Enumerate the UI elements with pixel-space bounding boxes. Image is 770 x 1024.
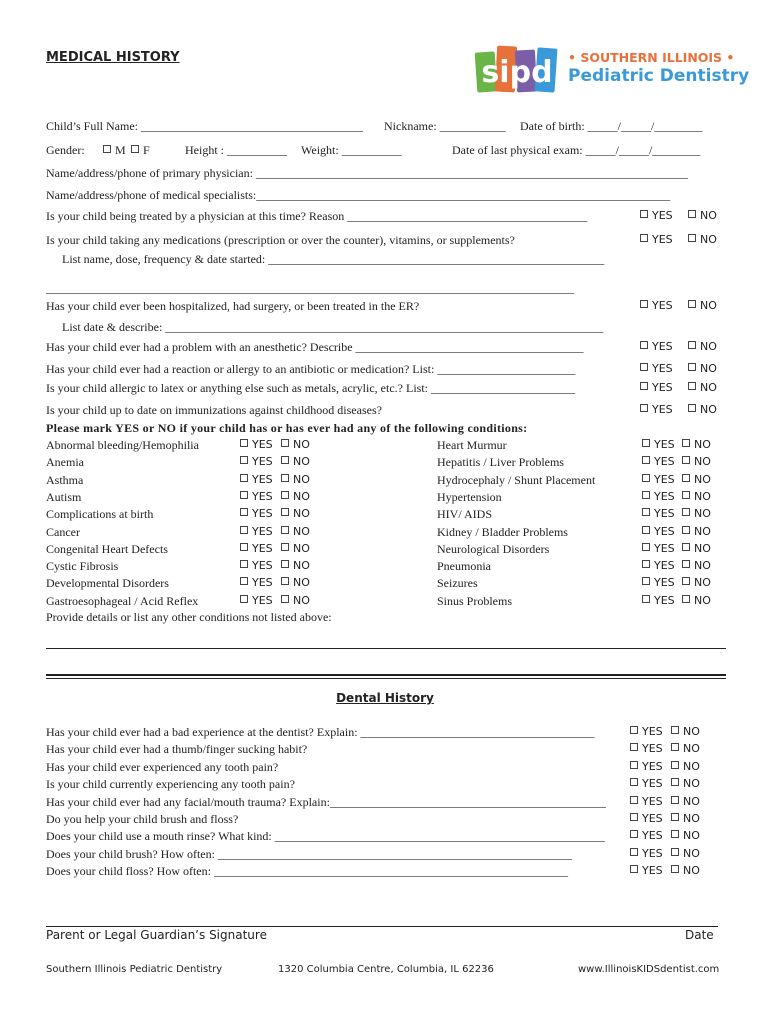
dental-question: Has your child ever had a thumb/finger sucking habit?	[46, 742, 308, 757]
dental-question: Has your child ever had a bad experience at the dentist? Explain: _______________________________________	[46, 725, 595, 739]
brand-line-1: • SOUTHERN ILLINOIS •	[568, 50, 735, 65]
no-checkbox[interactable]: NO	[682, 473, 711, 487]
yes-checkbox[interactable]: YES	[240, 490, 273, 504]
medical-question: Has your child ever had a problem with an anesthetic? Describe ______________________________________	[46, 340, 584, 354]
height-field[interactable]: Height : __________	[185, 143, 287, 157]
condition-label: Congenital Heart Defects	[46, 541, 168, 556]
no-checkbox[interactable]: NO	[671, 829, 700, 843]
checkbox-icon	[671, 796, 679, 804]
no-checkbox[interactable]: NO	[688, 340, 717, 354]
checkbox-icon	[281, 577, 289, 585]
checkbox-icon	[642, 474, 650, 482]
practice-logo	[474, 44, 750, 96]
no-checkbox[interactable]: NO	[682, 455, 711, 469]
footer-website[interactable]: www.IllinoisKIDSdentist.com	[578, 964, 720, 975]
checkbox-icon	[682, 508, 690, 516]
yes-checkbox[interactable]: YES	[642, 594, 675, 608]
checkbox-icon	[281, 560, 289, 568]
gender-female-checkbox[interactable]: F	[131, 143, 150, 157]
no-checkbox[interactable]: NO	[682, 438, 711, 452]
yes-checkbox[interactable]: YES	[640, 299, 673, 313]
yes-checkbox[interactable]: YES	[640, 209, 673, 223]
yes-checkbox[interactable]: YES	[642, 473, 675, 487]
dental-question: Does your child brush? How often: ___________________________________________________________	[46, 846, 572, 861]
condition-label: Abnormal bleeding/Hemophilia	[46, 438, 199, 452]
medical-question: Has your child ever been hospitalized, had surgery, or been treated in the ER?	[46, 299, 420, 313]
checkbox-icon	[671, 830, 679, 838]
medical-question: Is your child allergic to latex or anything else such as metals, acrylic, etc.? List: ________________________	[46, 381, 575, 395]
checkbox-icon	[642, 456, 650, 464]
checkbox-icon	[642, 543, 650, 551]
condition-label: Neurological Disorders	[437, 541, 550, 556]
checkbox-icon	[682, 577, 690, 585]
yes-checkbox[interactable]: YES	[642, 542, 675, 556]
signature-line[interactable]	[46, 926, 718, 927]
no-checkbox[interactable]: NO	[688, 381, 717, 395]
checkbox-icon	[630, 743, 638, 751]
no-checkbox[interactable]: NO	[281, 525, 310, 539]
checkbox-icon	[682, 474, 690, 482]
checkbox-icon	[630, 778, 638, 786]
no-checkbox[interactable]: NO	[671, 847, 700, 861]
checkbox-icon	[642, 526, 650, 534]
weight-field[interactable]: Weight: __________	[301, 143, 402, 157]
no-checkbox[interactable]: NO	[688, 299, 717, 313]
primary-physician-field[interactable]: Name/address/phone of primary physician: ________________________________________________________________________	[46, 166, 688, 180]
no-checkbox[interactable]: NO	[281, 576, 310, 590]
no-checkbox[interactable]: NO	[281, 559, 310, 573]
condition-label: Cystic Fibrosis	[46, 559, 119, 574]
no-checkbox[interactable]: NO	[682, 507, 711, 521]
checkbox-icon	[240, 595, 248, 603]
checkbox-icon	[131, 145, 139, 153]
child-full-name-field[interactable]: Child’s Full Name: _____________________________________	[46, 119, 364, 133]
checkbox-icon	[240, 491, 248, 499]
yes-checkbox[interactable]: YES	[630, 812, 663, 826]
yes-checkbox[interactable]: YES	[630, 725, 663, 739]
condition-label: Asthma	[46, 472, 84, 487]
yes-checkbox[interactable]: YES	[240, 542, 273, 556]
no-checkbox[interactable]: NO	[281, 507, 310, 521]
condition-label: Seizures	[437, 576, 478, 591]
checkbox-icon	[682, 526, 690, 534]
yes-checkbox[interactable]: YES	[642, 507, 675, 521]
checkbox-icon	[630, 726, 638, 734]
yes-checkbox[interactable]: YES	[642, 576, 675, 590]
no-checkbox[interactable]: NO	[671, 742, 700, 756]
no-checkbox[interactable]: NO	[671, 864, 700, 878]
checkbox-icon	[682, 439, 690, 447]
medical-question: Is your child taking any medications (prescription or over the counter), vitamins, or supplements?	[46, 233, 515, 247]
medical-question: Has your child ever had a reaction or allergy to an antibiotic or medication? List: _______________________	[46, 362, 576, 376]
checkbox-icon	[682, 560, 690, 568]
no-checkbox[interactable]: NO	[682, 559, 711, 573]
yes-checkbox[interactable]: YES	[642, 438, 675, 452]
checkbox-icon	[240, 577, 248, 585]
condition-label: Hypertension	[437, 489, 502, 504]
medical-question: Is your child up to date on immunizations against childhood diseases?	[46, 403, 382, 417]
condition-label: Complications at birth	[46, 507, 154, 522]
checkbox-icon	[281, 439, 289, 447]
yes-checkbox[interactable]: YES	[240, 576, 273, 590]
condition-label: Pneumonia	[437, 559, 491, 574]
checkbox-icon	[671, 778, 679, 786]
yes-checkbox[interactable]: YES	[240, 594, 273, 608]
checkbox-icon	[671, 743, 679, 751]
checkbox-icon	[671, 865, 679, 873]
dental-question: Does your child floss? How often: ___________________________________________________________	[46, 864, 568, 879]
checkbox-icon	[240, 526, 248, 534]
yes-checkbox[interactable]: YES	[640, 403, 673, 417]
brand-line-2: Pediatric Dentistry	[568, 66, 750, 86]
no-checkbox[interactable]: NO	[281, 490, 310, 504]
yes-checkbox[interactable]: YES	[640, 381, 673, 395]
condition-label: Autism	[46, 489, 82, 504]
no-checkbox[interactable]: NO	[671, 725, 700, 739]
no-checkbox[interactable]: NO	[281, 594, 310, 608]
checkbox-icon	[281, 456, 289, 464]
yes-checkbox[interactable]: YES	[240, 438, 273, 452]
condition-label: Anemia	[46, 455, 84, 470]
dental-history-title: Dental History	[336, 691, 434, 705]
yes-checkbox[interactable]: YES	[642, 490, 675, 504]
checkbox-icon	[682, 491, 690, 499]
yes-checkbox[interactable]: YES	[240, 559, 273, 573]
condition-label: Gastroesophageal / Acid Reflex	[46, 593, 199, 608]
checkbox-icon	[671, 848, 679, 856]
checkbox-icon	[630, 830, 638, 838]
no-checkbox[interactable]: NO	[682, 525, 711, 539]
yes-checkbox[interactable]: YES	[630, 742, 663, 756]
date-of-birth-field[interactable]: Date of birth: _____/_____/________	[520, 119, 703, 133]
logo-text: sipd	[481, 55, 553, 90]
checkbox-icon	[240, 439, 248, 447]
checkbox-icon	[240, 474, 248, 482]
checkbox-icon	[630, 813, 638, 821]
nickname-field[interactable]: Nickname: ___________	[384, 119, 506, 133]
yes-checkbox[interactable]: YES	[240, 455, 273, 469]
condition-label: Developmental Disorders	[46, 576, 169, 591]
no-checkbox[interactable]: NO	[281, 438, 310, 452]
checkbox-icon	[682, 543, 690, 551]
yes-checkbox[interactable]: YES	[640, 340, 673, 354]
yes-checkbox[interactable]: YES	[240, 507, 273, 521]
no-checkbox[interactable]: NO	[688, 209, 717, 223]
section-divider	[46, 678, 726, 679]
condition-label: Hydrocephaly / Shunt Placement	[437, 472, 596, 487]
medications-extra-line[interactable]: ________________________________________________________________________________________	[46, 281, 574, 295]
yes-checkbox[interactable]: YES	[630, 795, 663, 809]
no-checkbox[interactable]: NO	[688, 403, 717, 417]
last-physical-exam-field[interactable]: Date of last physical exam: _____/_____/________	[452, 143, 701, 157]
checkbox-icon	[671, 726, 679, 734]
no-checkbox[interactable]: NO	[682, 490, 711, 504]
no-checkbox[interactable]: NO	[671, 777, 700, 791]
dental-question: Does your child use a mouth rinse? What kind: _______________________________________________________	[46, 829, 605, 844]
yes-checkbox[interactable]: YES	[630, 760, 663, 774]
no-checkbox[interactable]: NO	[281, 542, 310, 556]
medical-specialists-field[interactable]: Name/address/phone of medical specialists:_____________________________________________________________________	[46, 188, 671, 202]
yes-checkbox[interactable]: YES	[642, 525, 675, 539]
no-checkbox[interactable]: NO	[682, 594, 711, 608]
checkbox-icon	[671, 761, 679, 769]
yes-checkbox[interactable]: YES	[640, 362, 673, 376]
checkbox-icon	[281, 474, 289, 482]
page-title: MEDICAL HISTORY	[46, 50, 180, 65]
checkbox-icon	[682, 456, 690, 464]
checkbox-icon	[642, 595, 650, 603]
logo-blocks-icon	[474, 44, 560, 96]
checkbox-icon	[642, 560, 650, 568]
no-checkbox[interactable]: NO	[682, 542, 711, 556]
checkbox-icon	[281, 526, 289, 534]
dental-question: Has your child ever experienced any tooth pain?	[46, 759, 279, 774]
no-checkbox[interactable]: NO	[671, 795, 700, 809]
no-checkbox[interactable]: NO	[688, 362, 717, 376]
yes-checkbox[interactable]: YES	[630, 829, 663, 843]
yes-checkbox[interactable]: YES	[642, 455, 675, 469]
medications-list-field[interactable]: List name, dose, frequency & date started: ________________________________________________________	[62, 252, 605, 266]
condition-label: Sinus Problems	[437, 593, 513, 608]
no-checkbox[interactable]: NO	[682, 576, 711, 590]
checkbox-icon	[281, 508, 289, 516]
date-label: Date	[685, 928, 714, 942]
yes-checkbox[interactable]: YES	[630, 847, 663, 861]
checkbox-icon	[240, 456, 248, 464]
condition-label: Heart Murmur	[437, 438, 507, 452]
yes-checkbox[interactable]: YES	[642, 559, 675, 573]
checkbox-icon	[642, 508, 650, 516]
hospitalization-details-field[interactable]: List date & describe: _________________________________________________________________________	[62, 320, 604, 334]
checkbox-icon	[682, 595, 690, 603]
checkbox-icon	[103, 145, 111, 153]
checkbox-icon	[642, 577, 650, 585]
checkbox-icon	[281, 543, 289, 551]
checkbox-icon	[642, 439, 650, 447]
dental-question: Is your child currently experiencing any tooth pain?	[46, 777, 295, 792]
no-checkbox[interactable]: NO	[671, 812, 700, 826]
other-conditions-label: Provide details or list any other conditions not listed above:	[46, 610, 332, 624]
yes-checkbox[interactable]: YES	[240, 525, 273, 539]
yes-checkbox[interactable]: YES	[630, 777, 663, 791]
guardian-signature-label: Parent or Legal Guardian’s Signature	[46, 928, 267, 942]
dental-question: Do you help your child brush and floss?	[46, 812, 239, 826]
condition-label: HIV/ AIDS	[437, 507, 493, 522]
checkbox-icon	[630, 848, 638, 856]
checkbox-icon	[281, 491, 289, 499]
no-checkbox[interactable]: NO	[281, 455, 310, 469]
footer-address: 1320 Columbia Centre, Columbia, IL 62236	[278, 964, 494, 975]
checkbox-icon	[240, 508, 248, 516]
yes-checkbox[interactable]: YES	[240, 473, 273, 487]
yes-checkbox[interactable]: YES	[640, 233, 673, 247]
condition-label: Cancer	[46, 524, 80, 539]
footer-practice: Southern Illinois Pediatric Dentistry	[46, 964, 223, 975]
no-checkbox[interactable]: NO	[281, 473, 310, 487]
no-checkbox[interactable]: NO	[671, 760, 700, 774]
checkbox-icon	[630, 761, 638, 769]
yes-checkbox[interactable]: YES	[630, 864, 663, 878]
checkbox-icon	[240, 543, 248, 551]
gender-male-checkbox[interactable]: M	[103, 143, 126, 157]
dental-question: Has your child ever had any facial/mouth trauma? Explain:______________________________________________	[46, 794, 606, 809]
checkbox-icon	[240, 560, 248, 568]
gender-label: Gender:	[46, 143, 85, 157]
checkbox-icon	[630, 865, 638, 873]
checkbox-icon	[671, 813, 679, 821]
conditions-instruction: Please mark YES or NO if your child has or has ever had any of the following conditions:	[46, 421, 528, 435]
medical-question: Is your child being treated by a physician at this time? Reason ________________________________________	[46, 209, 588, 223]
other-conditions-line-1[interactable]	[46, 648, 726, 649]
checkbox-icon	[281, 595, 289, 603]
condition-label: Hepatitis / Liver Problems	[437, 455, 564, 470]
condition-label: Kidney / Bladder Problems	[437, 524, 568, 539]
checkbox-icon	[642, 491, 650, 499]
checkbox-icon	[630, 796, 638, 804]
no-checkbox[interactable]: NO	[688, 233, 717, 247]
other-conditions-line-2[interactable]	[46, 674, 726, 676]
